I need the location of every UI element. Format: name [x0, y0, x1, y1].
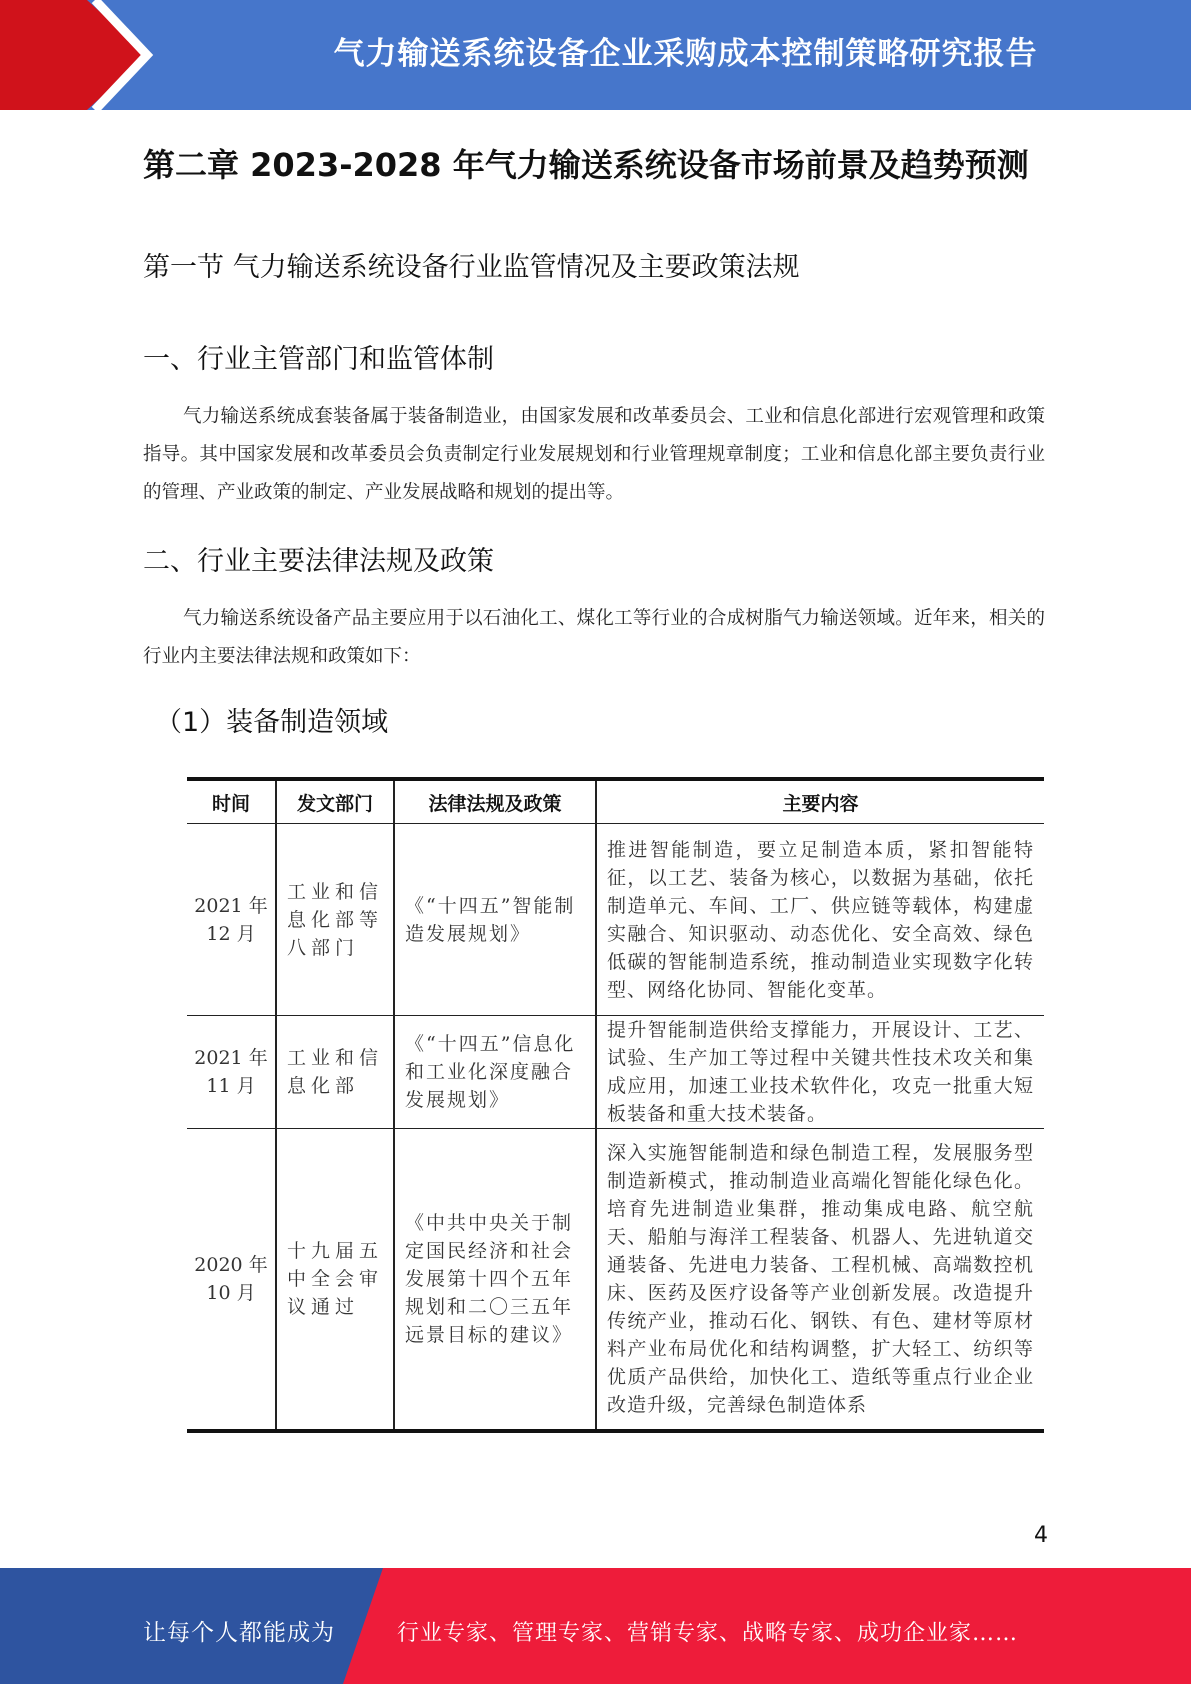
cell-policy: 《“十四五”信息化和工业化深度融合发展规划》 — [394, 1016, 596, 1129]
cell-department: 工业和信息化部等八部门 — [276, 824, 394, 1016]
table-header-row — [187, 779, 1044, 824]
cell-department: 工业和信息化部 — [276, 1016, 394, 1129]
cell-content: 提升智能制造供给支撑能力，开展设计、工艺、试验、生产加工等过程中关键共性技术攻关和集成应用，加速工业技术软件化，攻克一批重大短板装备和重大技术装备。 — [596, 1016, 1044, 1129]
cell-time: 2021 年 12 月 — [187, 824, 276, 1016]
cell-policy: 《中共中央关于制定国民经济和社会发展第十四个五年规划和二〇三五年远景目标的建议》 — [394, 1129, 596, 1431]
page-header — [0, 0, 1191, 110]
table-row — [187, 824, 1044, 1016]
cell-content: 深入实施智能制造和绿色制造工程，发展服务型制造新模式，推动制造业高端化智能化绿色化。培育先进制造业集群，推动集成电路、航空航天、船舶与海洋工程装备、机器人、先进轨道交通装备、先进电力装备、工程机械、高端数控机床、医药及医疗设备等产业创新发展。改造提升传统产业，推动石化、钢铁、有色、建材等原材料产业布局优化和结构调整，扩大轻工、纺织等优质产品供给，加快化工、造纸等重点行业企业改造升级，完善绿色制造体系 — [596, 1129, 1044, 1431]
header-time: 时间 — [187, 779, 276, 824]
paragraph-laws-policies: 气力输送系统设备产品主要应用于以石油化工、煤化工等行业的合成树脂气力输送领域。近年来，相关的行业内主要法律法规和政策如下： — [143, 608, 1045, 667]
cell-department: 十九届五中全会审议通过 — [276, 1129, 394, 1431]
page-footer — [0, 1568, 1191, 1684]
footer-slogan-left: 让每个人都能成为 — [143, 1620, 335, 1646]
subheading-equipment-manufacturing: （1）装备制造领域 — [155, 707, 389, 738]
paragraph-supervision: 气力输送系统成套装备属于装备制造业，由国家发展和改革委员会、工业和信息化部进行宏观管理和政策指导。其中国家发展和改革委员会负责制定行业发展规划和行业管理规章制度；工业和信息化部主要负责行业的管理、产业政策的制定、产业发展战略和规划的提出等。 — [143, 406, 1045, 503]
cell-time: 2021 年 11 月 — [187, 1016, 276, 1129]
cell-policy: 《“十四五”智能制造发展规划》 — [394, 824, 596, 1016]
table-row — [187, 1016, 1044, 1129]
header-content: 主要内容 — [596, 779, 1044, 824]
chapter-title: 第二章 2023-2028 年气力输送系统设备市场前景及趋势预测 — [143, 146, 1029, 184]
header-department: 发文部门 — [276, 779, 394, 824]
header-policy: 法律法规及政策 — [394, 779, 596, 824]
page-number: 4 — [1034, 1523, 1048, 1548]
footer-slogan-right: 行业专家、管理专家、营销专家、战略专家、成功企业家…… — [397, 1621, 1019, 1646]
heading-supervision: 一、行业主管部门和监管体制 — [143, 344, 494, 375]
report-title: 气力输送系统设备企业采购成本控制策略研究报告 — [333, 36, 1038, 72]
heading-laws-policies: 二、行业主要法律法规及政策 — [143, 546, 494, 577]
cell-content: 推进智能制造，要立足制造本质，紧扣智能特征，以工艺、装备为核心，以数据为基础，依托制造单元、车间、工厂、供应链等载体，构建虚实融合、知识驱动、动态优化、安全高效、绿色低碳的智能制造系统，推动制造业实现数字化转型、网络化协同、智能化变革。 — [596, 824, 1044, 1016]
cell-time: 2020 年 10 月 — [187, 1129, 276, 1431]
table-row — [187, 1129, 1044, 1431]
policy-table — [187, 777, 1044, 1433]
section-title: 第一节 气力输送系统设备行业监管情况及主要政策法规 — [143, 252, 800, 283]
